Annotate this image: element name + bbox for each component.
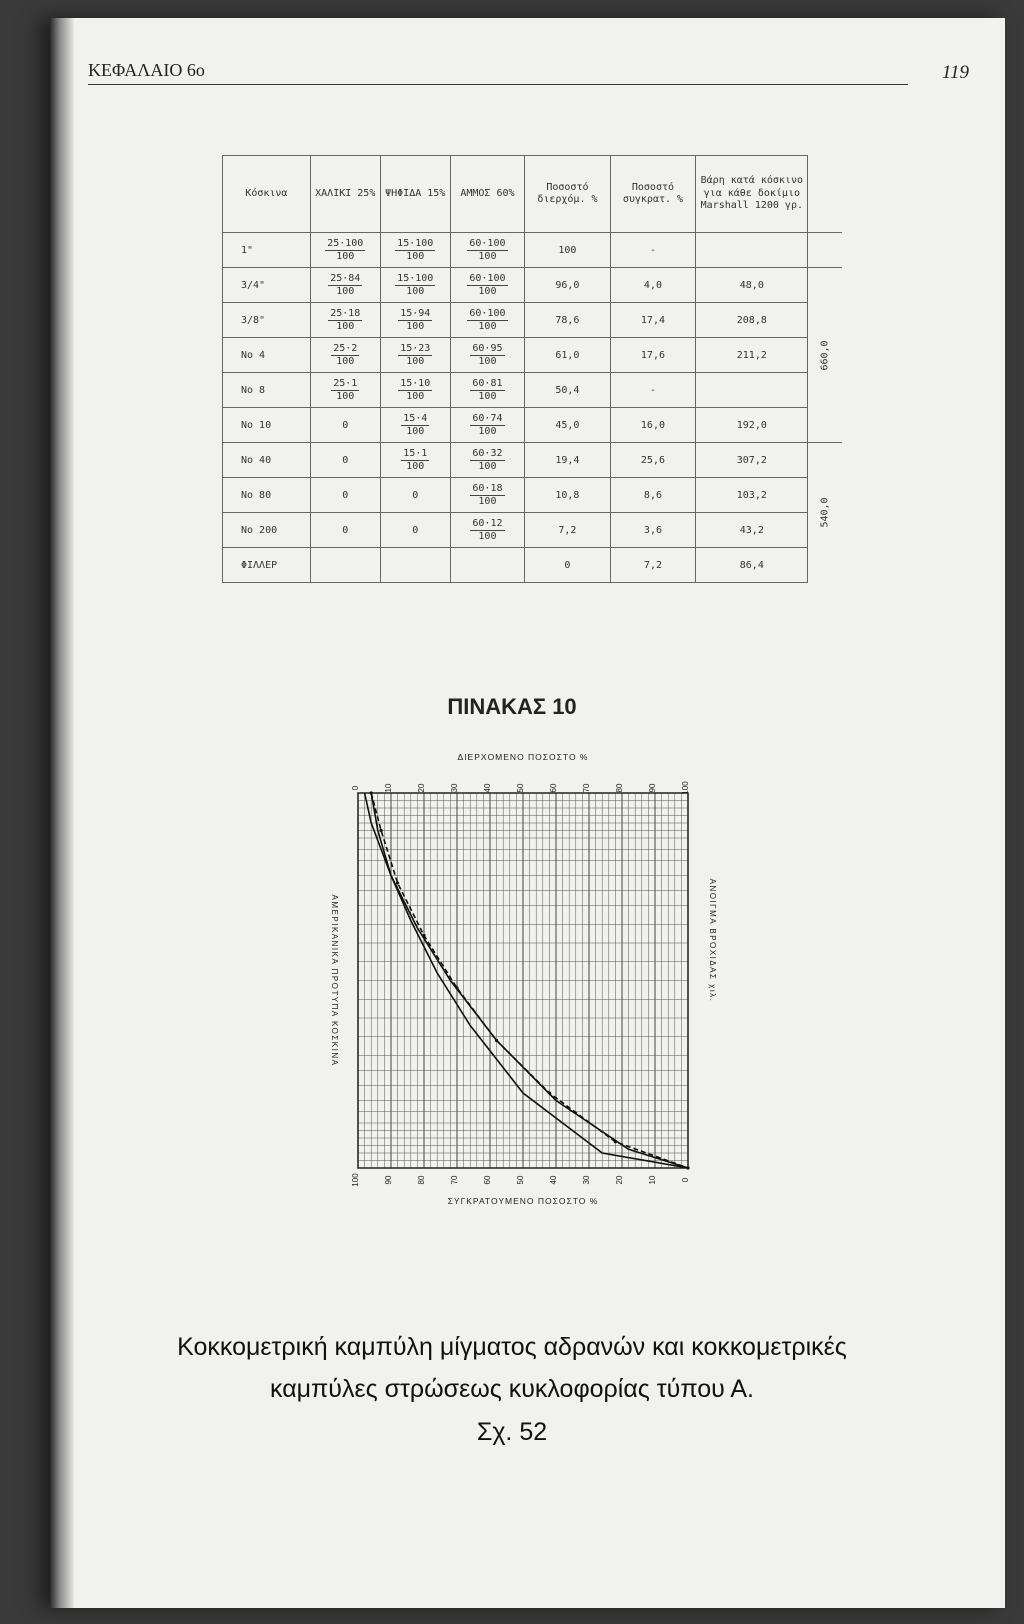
top-tick-label: 0 [351, 785, 360, 791]
table-title: ΠΙΝΑΚΑΣ 10 [447, 694, 577, 719]
gravel-cell: 0 [310, 443, 380, 478]
passing-cell: 96,0 [525, 268, 611, 303]
gravel-cell [310, 338, 380, 373]
table-row [223, 268, 843, 303]
table-row [223, 548, 843, 583]
group-total-label: 660,0 [819, 339, 831, 371]
gradation-table [222, 155, 842, 583]
fraction-numerator: 60·95 [472, 343, 503, 354]
sand-cell [450, 478, 524, 513]
fraction-denominator: 100 [406, 425, 425, 437]
retained-cell: 4,0 [610, 268, 696, 303]
table-row [223, 408, 843, 443]
fraction-numerator: 25·18 [330, 308, 361, 319]
col-header: Ποσοστό διερχόμ. % [525, 156, 611, 233]
gravel-cell [310, 303, 380, 338]
fraction-denominator: 100 [478, 250, 497, 262]
table-row [223, 373, 843, 408]
weight-cell: 211,2 [696, 338, 808, 373]
fraction-numerator: 60·12 [472, 518, 503, 529]
sand-cell [450, 338, 524, 373]
top-tick-label: 60 [549, 783, 558, 793]
fraction-denominator: 100 [336, 320, 355, 332]
series-point [686, 1166, 689, 1169]
grit-cell [380, 408, 450, 443]
top-tick-label: 100 [681, 781, 690, 795]
sieve-cell: 1" [223, 233, 311, 268]
fraction-denominator: 100 [406, 250, 425, 262]
bottom-tick-label: 0 [681, 1177, 690, 1183]
top-tick-label: 20 [417, 783, 426, 793]
grit-cell [380, 338, 450, 373]
sieve-cell: Νο 4 [223, 338, 311, 373]
series-point [370, 791, 373, 794]
fraction-denominator: 100 [478, 460, 497, 472]
fraction-numerator: 15·1 [403, 448, 428, 459]
fraction-denominator: 100 [478, 355, 497, 367]
fraction-numerator: 60·32 [472, 448, 503, 459]
page-number: 119 [941, 62, 969, 83]
series-point [495, 1039, 498, 1042]
passing-cell: 61,0 [525, 338, 611, 373]
col-header: Ποσοστό συγκρατ. % [610, 156, 696, 233]
weight-cell [696, 233, 808, 268]
fraction-denominator: 100 [336, 250, 355, 262]
gravel-cell: 0 [310, 478, 380, 513]
series-point [396, 881, 399, 884]
fraction-numerator: 25·2 [333, 343, 358, 354]
bottom-tick-label: 30 [582, 1175, 591, 1185]
bottom-tick-label: 90 [384, 1175, 393, 1185]
blank-cell [808, 233, 842, 268]
fraction-denominator: 100 [336, 285, 355, 297]
bottom-tick-label: 80 [417, 1175, 426, 1185]
retained-cell: 3,6 [610, 513, 696, 548]
passing-cell: 19,4 [525, 443, 611, 478]
sieve-cell: ΦΙΛΛΕΡ [223, 548, 311, 583]
weight-cell: 86,4 [696, 548, 808, 583]
col-header: ΨΗΦΙΔΑ 15% [380, 156, 450, 233]
table-row [223, 478, 843, 513]
fraction-denominator: 100 [478, 495, 497, 507]
gravel-cell [310, 233, 380, 268]
retained-cell: 8,6 [610, 478, 696, 513]
weight-cell: 103,2 [696, 478, 808, 513]
gravel-cell [310, 548, 380, 583]
weight-cell [696, 373, 808, 408]
fraction-numerator: 15·100 [397, 273, 434, 284]
top-tick-label: 80 [615, 783, 624, 793]
passing-cell: 50,4 [525, 373, 611, 408]
table-row [223, 443, 843, 478]
sand-cell [450, 233, 524, 268]
top-tick-label: 70 [582, 783, 591, 793]
retained-cell: 25,6 [610, 443, 696, 478]
fraction-denominator: 100 [406, 355, 425, 367]
group-total-cell [808, 268, 842, 443]
sieve-cell: Νο 10 [223, 408, 311, 443]
fraction-denominator: 100 [478, 425, 497, 437]
fraction-numerator: 60·100 [469, 308, 506, 319]
fraction-denominator: 100 [336, 355, 355, 367]
sand-cell [450, 408, 524, 443]
retained-cell: - [610, 233, 696, 268]
fraction-numerator: 15·23 [400, 343, 431, 354]
grit-cell: 0 [380, 478, 450, 513]
series-point [548, 1091, 551, 1094]
sieve-cell: Νο 40 [223, 443, 311, 478]
fraction-numerator: 15·100 [397, 238, 434, 249]
fraction-numerator: 15·4 [403, 413, 428, 424]
top-axis-label: ΔΙΕΡΧΟΜΕΝΟ ΠΟΣΟΣΤΟ % [457, 752, 589, 762]
fraction-denominator: 100 [406, 320, 425, 332]
retained-cell: 16,0 [610, 408, 696, 443]
bottom-tick-label: 40 [549, 1175, 558, 1185]
top-tick-label: 30 [450, 783, 459, 793]
col-header: ΧΑΛΙΚΙ 25% [310, 156, 380, 233]
passing-cell: 10,8 [525, 478, 611, 513]
gradation-chart [318, 738, 778, 1250]
bottom-tick-label: 100 [351, 1173, 360, 1187]
gravel-cell: 0 [310, 513, 380, 548]
chapter-header: ΚΕΦΑΛΑΙΟ 6ο [88, 60, 205, 80]
bottom-tick-label: 60 [483, 1175, 492, 1185]
sand-cell [450, 548, 524, 583]
group-total-label: 540,0 [819, 497, 831, 528]
bottom-tick-label: 50 [516, 1175, 525, 1185]
fraction-denominator: 100 [406, 285, 425, 297]
fraction-denominator: 100 [406, 390, 425, 402]
bottom-tick-label: 70 [450, 1175, 459, 1185]
gravel-cell: 0 [310, 408, 380, 443]
sand-cell [450, 443, 524, 478]
bottom-tick-label: 10 [648, 1175, 657, 1185]
fraction-numerator: 25·100 [327, 238, 364, 249]
sand-cell [450, 303, 524, 338]
passing-cell: 0 [525, 548, 611, 583]
series-point [455, 986, 458, 989]
sieve-cell: 3/4" [223, 268, 311, 303]
retained-cell: 7,2 [610, 548, 696, 583]
series-point [422, 934, 425, 937]
top-tick-label: 50 [516, 783, 525, 793]
bottom-axis-label: ΣΥΓΚΡΑΤΟΥΜΕΝΟ ΠΟΣΟΣΤΟ % [447, 1196, 599, 1206]
sand-cell [450, 373, 524, 408]
weight-cell: 48,0 [696, 268, 808, 303]
sand-cell [450, 513, 524, 548]
figure-number: Σχ. 52 [476, 1418, 548, 1446]
retained-cell: 17,6 [610, 338, 696, 373]
gravel-cell [310, 268, 380, 303]
caption-line-1: Κοκκομετρική καμπύλη μίγματος αδρανών και κοκκομετρικές [177, 1333, 847, 1361]
fraction-numerator: 25·84 [330, 273, 361, 284]
grit-cell [380, 303, 450, 338]
fraction-denominator: 100 [478, 390, 497, 402]
top-tick-label: 90 [648, 783, 657, 793]
col-header: Κόσκινα [223, 156, 311, 233]
top-tick-label: 10 [384, 783, 393, 793]
series-point [380, 829, 383, 832]
bottom-tick-label: 20 [615, 1175, 624, 1185]
sieve-cell: Νο 80 [223, 478, 311, 513]
retained-cell: - [610, 373, 696, 408]
table-header-row [223, 156, 843, 233]
fraction-numerator: 60·100 [469, 238, 506, 249]
fraction-numerator: 15·94 [400, 308, 431, 319]
grit-cell [380, 268, 450, 303]
top-tick-label: 40 [483, 783, 492, 793]
passing-cell: 45,0 [525, 408, 611, 443]
left-axis-label: ΑΜΕΡΙΚΑΝΙΚΑ ΠΡΟΤΥΠΑ ΚΟΣΚΙΝΑ [330, 894, 339, 1067]
caption-line-2: καμπύλες στρώσεως κυκλοφορίας τύπου Α. [270, 1375, 754, 1403]
table-row [223, 338, 843, 373]
fraction-numerator: 15·10 [400, 378, 431, 389]
sieve-cell: 3/8" [223, 303, 311, 338]
grit-cell [380, 233, 450, 268]
passing-cell: 100 [525, 233, 611, 268]
grit-cell [380, 548, 450, 583]
passing-cell: 78,6 [525, 303, 611, 338]
fraction-numerator: 60·81 [472, 378, 503, 389]
weight-cell: 307,2 [696, 443, 808, 478]
fraction-denominator: 100 [478, 320, 497, 332]
fraction-numerator: 25·1 [333, 378, 358, 389]
sieve-cell: Νο 8 [223, 373, 311, 408]
fraction-denominator: 100 [406, 460, 425, 472]
retained-cell: 17,4 [610, 303, 696, 338]
series-point [614, 1140, 617, 1143]
weight-cell: 43,2 [696, 513, 808, 548]
col-header: Βάρη κατά κόσκινο για κάθε δοκίμιο Marshall 1200 γρ. [696, 156, 808, 233]
fraction-denominator: 100 [478, 530, 497, 542]
weight-cell: 192,0 [696, 408, 808, 443]
header-rule [88, 84, 908, 85]
grit-cell: 0 [380, 513, 450, 548]
fraction-numerator: 60·100 [469, 273, 506, 284]
grit-cell [380, 443, 450, 478]
fraction-numerator: 60·74 [472, 413, 503, 424]
sieve-cell: Νο 200 [223, 513, 311, 548]
table-row [223, 303, 843, 338]
weight-cell: 208,8 [696, 303, 808, 338]
right-axis-label: ΑΝΟΙΓΜΑ ΒΡΟΧΙΔΑΣ χιλ. [708, 878, 717, 1003]
col-header-blank [808, 156, 842, 233]
page-binding-shadow [50, 18, 74, 1608]
table-row [223, 513, 843, 548]
table-row [223, 233, 843, 268]
chart-svg [318, 738, 778, 1250]
grit-cell [380, 373, 450, 408]
col-header: ΑΜΜΟΣ 60% [450, 156, 524, 233]
gravel-cell [310, 373, 380, 408]
sand-cell [450, 268, 524, 303]
fraction-denominator: 100 [336, 390, 355, 402]
fraction-numerator: 60·18 [472, 483, 503, 494]
passing-cell: 7,2 [525, 513, 611, 548]
group-total-cell [808, 443, 842, 583]
fraction-denominator: 100 [478, 285, 497, 297]
